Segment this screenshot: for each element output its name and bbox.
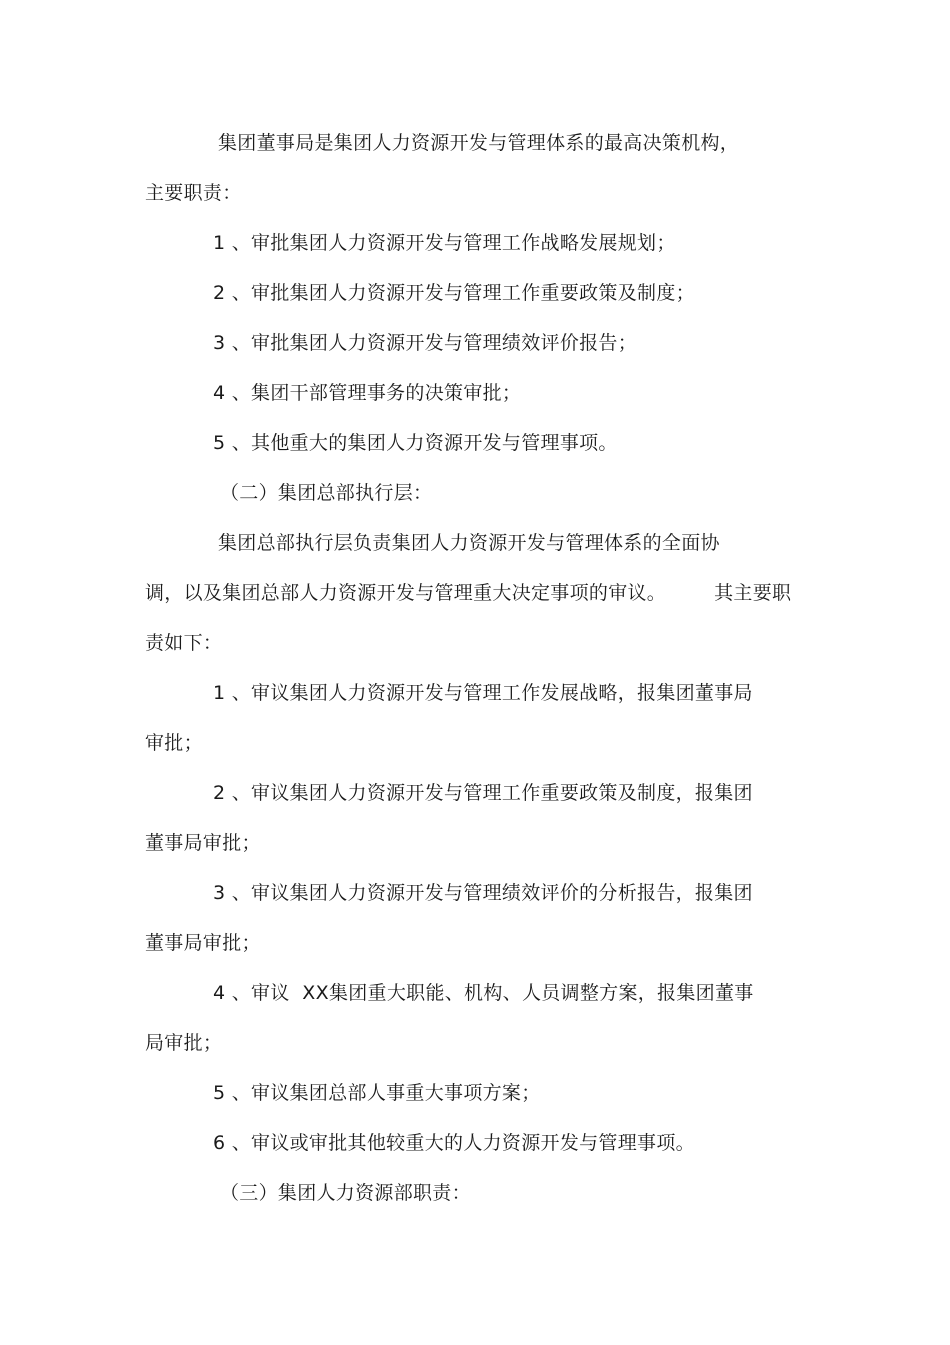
list-item-exec-1-cont: 审批； bbox=[145, 732, 203, 754]
list-item-board-3: 3 、审批集团人力资源开发与管理绩效评价报告； bbox=[213, 332, 638, 354]
list-item-exec-2: 2 、审议集团人力资源开发与管理工作重要政策及制度，报集团 bbox=[213, 782, 753, 804]
paragraph-exec-line-2 bbox=[145, 580, 791, 606]
paragraph-intro-line-2: 主要职责： bbox=[145, 182, 242, 204]
list-item-board-5: 5 、其他重大的集团人力资源开发与管理事项。 bbox=[213, 432, 618, 454]
section-heading-3: （三）集团人力资源部职责： bbox=[220, 1182, 471, 1204]
list-item-exec-5: 5 、审议集团总部人事重大事项方案； bbox=[213, 1082, 541, 1104]
list-item-board-2: 2 、审批集团人力资源开发与管理工作重要政策及制度； bbox=[213, 282, 695, 304]
list-item-exec-4-cont: 局审批； bbox=[145, 1032, 223, 1054]
list-item-board-1: 1 、审批集团人力资源开发与管理工作战略发展规划； bbox=[213, 232, 676, 254]
list-item-exec-3: 3 、审议集团人力资源开发与管理绩效评价的分析报告，报集团 bbox=[213, 882, 753, 904]
paragraph-exec-line-1: 集团总部执行层负责集团人力资源开发与管理体系的全面协 bbox=[218, 532, 720, 554]
paragraph-exec-line-2-text: 调，以及集团总部人力资源开发与管理重大决定事项的审议。 bbox=[145, 582, 667, 604]
list-item-exec-4: 4 、审议 XX集团重大职能、机构、人员调整方案，报集团董事 bbox=[213, 982, 754, 1004]
paragraph-intro-line-1: 集团董事局是集团人力资源开发与管理体系的最高决策机构， bbox=[218, 132, 740, 154]
list-item-exec-1: 1 、审议集团人力资源开发与管理工作发展战略，报集团董事局 bbox=[213, 682, 753, 704]
section-heading-2: （二）集团总部执行层： bbox=[220, 482, 433, 504]
list-item-exec-2-cont: 董事局审批； bbox=[145, 832, 261, 854]
list-item-board-4: 4 、集团干部管理事务的决策审批； bbox=[213, 382, 522, 404]
list-item-exec-6: 6 、审议或审批其他较重大的人力资源开发与管理事项。 bbox=[213, 1132, 695, 1154]
paragraph-exec-line-2-tail: 其主要职 bbox=[714, 582, 792, 604]
paragraph-exec-line-3: 责如下： bbox=[145, 632, 223, 654]
list-item-exec-3-cont: 董事局审批； bbox=[145, 932, 261, 954]
